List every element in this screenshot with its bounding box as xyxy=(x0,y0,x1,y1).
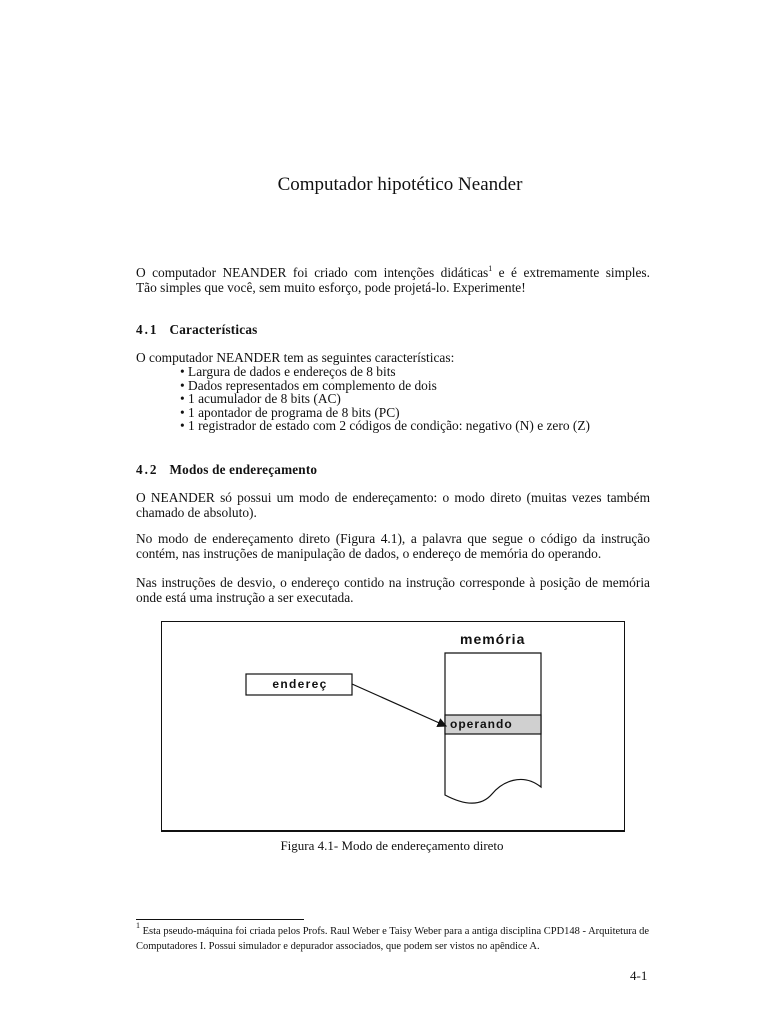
list-item: • 1 apontador de programa de 8 bits (PC) xyxy=(180,404,400,420)
list-item: • Dados representados em complemento de dois xyxy=(180,377,437,393)
intro-text-b: e é extremamente simples. xyxy=(492,265,650,280)
list-item: • Largura de dados e endereços de 8 bits xyxy=(180,364,396,379)
operand-label: operando xyxy=(450,717,513,731)
figure-4-1 xyxy=(161,621,625,832)
intro-paragraph xyxy=(136,265,650,295)
address-arrow xyxy=(352,684,446,726)
characteristics-list xyxy=(180,365,590,433)
address-label: endereç xyxy=(272,677,328,691)
footnote-marker: 1 xyxy=(136,921,140,930)
section-4-1-lead: O computador NEANDER tem as seguintes características: xyxy=(136,350,455,365)
page-title: Computador hipotético Neander xyxy=(277,174,523,195)
section-4-1-heading xyxy=(136,322,257,338)
figure-caption: Figura 4.1- Modo de endereçamento direto xyxy=(280,838,504,853)
intro-text-a: O computador NEANDER foi criado com intenções didáticas xyxy=(136,265,489,280)
intro-text-line2: Tão simples que você, sem muito esforço, pode projetá-lo. Experimente! xyxy=(136,280,526,295)
footnote-divider xyxy=(136,919,304,920)
memory-label: memória xyxy=(460,631,526,647)
page-number: 4-1 xyxy=(630,968,648,983)
section-number: 4.2 xyxy=(136,462,159,477)
paragraph-modo-direto: O NEANDER só possui um modo de endereçamento: o modo direto (muitas vezes também chamado de absoluto). xyxy=(136,490,650,520)
addressing-diagram xyxy=(162,622,624,830)
footnote-text: Esta pseudo-máquina foi criada pelos Profs. Raul Weber e Taisy Weber para a antiga disciplina CPD148 - Arquitetura de Computadores I. Possui simulador e depurador associados, que podem ser vistos no apêndice A. xyxy=(136,926,650,952)
section-title: Modos de endereçamento xyxy=(169,462,318,477)
section-title: Características xyxy=(169,322,258,337)
paragraph-desvio: Nas instruções de desvio, o endereço contido na instrução corresponde à posição de memória onde está uma instrução a ser executada. xyxy=(136,575,650,605)
footnote xyxy=(136,921,650,954)
section-4-2-heading xyxy=(136,462,317,478)
footnote-reference[interactable]: 1 xyxy=(488,264,493,273)
section-number: 4.1 xyxy=(136,322,159,337)
paragraph-enderecamento-direto: No modo de endereçamento direto (Figura 4.1), a palavra que segue o código da instrução contém, nas instruções de manipulação de dados, o endereço de memória do operando. xyxy=(136,531,650,561)
list-item: • 1 registrador de estado com 2 códigos de condição: negativo (N) e zero (Z) xyxy=(180,418,590,434)
list-item: • 1 acumulador de 8 bits (AC) xyxy=(180,391,341,407)
